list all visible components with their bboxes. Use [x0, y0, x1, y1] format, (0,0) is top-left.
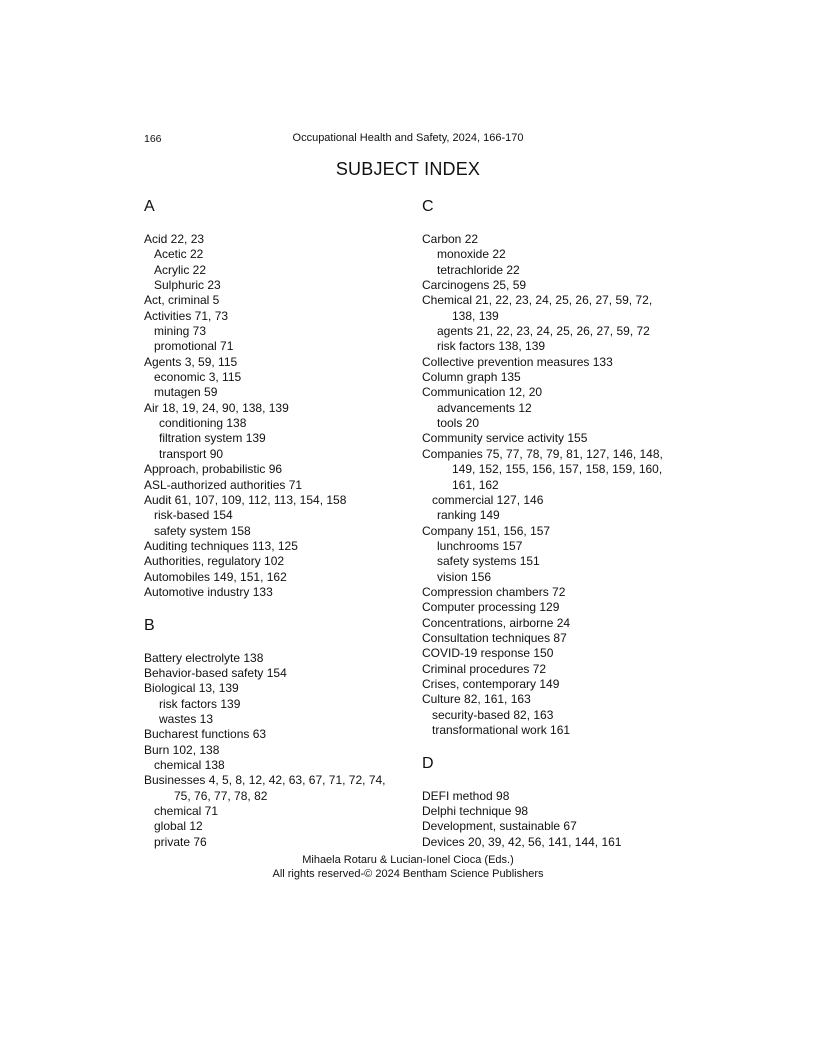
index-subentry: transport 90 [159, 446, 224, 461]
index-entry: Delphi technique 98 [422, 804, 529, 819]
index-entry: Agents 3, 59, 115 [144, 354, 238, 369]
index-subentry: risk factors 138, 139 [437, 339, 546, 354]
index-entry: Biological 13, 139 [144, 681, 239, 696]
index-entry: Collective prevention measures 133 [422, 354, 613, 369]
section-letter-d: D [422, 754, 434, 772]
index-entry: Culture 82, 161, 163 [422, 692, 531, 707]
index-subentry: lunchrooms 157 [437, 538, 523, 553]
index-entry-continuation: 138, 139 [452, 308, 499, 323]
index-entry: Automotive industry 133 [144, 584, 273, 599]
footer-copyright: All rights reserved-© 2024 Bentham Science Publishers [272, 868, 544, 880]
index-column-left [144, 197, 394, 850]
index-subentry: transformational work 161 [432, 723, 571, 737]
index-entry: Criminal procedures 72 [422, 661, 547, 676]
footer-editors: Mihaela Rotaru & Lucian-Ionel Cioca (Eds.) [302, 854, 514, 866]
index-subentry: ranking 149 [437, 508, 500, 523]
index-entry-continuation: 149, 152, 155, 156, 157, 158, 159, 160, [452, 462, 663, 477]
index-entry: Community service activity 155 [422, 431, 588, 446]
index-entry: Consultation techniques 87 [422, 630, 567, 645]
index-subentry: Acrylic 22 [154, 262, 207, 277]
index-subentry: economic 3, 115 [154, 370, 242, 385]
section-letter-a: A [144, 198, 155, 215]
index-subentry: monoxide 22 [437, 247, 506, 262]
index-entry: Act, criminal 5 [144, 293, 220, 308]
index-entry: Air 18, 19, 24, 90, 138, 139 [144, 400, 289, 415]
index-entry-continuation: 75, 76, 77, 78, 82 [174, 788, 268, 803]
index-entry: Activities 71, 73 [144, 308, 229, 323]
index-entry: Audit 61, 107, 109, 112, 113, 154, 158 [144, 492, 347, 507]
index-subentry: vision 156 [437, 569, 492, 584]
index-entry: Company 151, 156, 157 [422, 523, 551, 538]
index-subentry: mining 73 [154, 324, 207, 339]
index-entry: Approach, probabilistic 96 [144, 462, 283, 477]
index-subentry: advancements 12 [437, 400, 532, 415]
index-entry: Behavior-based safety 154 [144, 665, 287, 680]
index-entry: Chemical 21, 22, 23, 24, 25, 26, 27, 59, 72, [422, 293, 653, 308]
index-subentry: filtration system 139 [159, 431, 266, 446]
index-subentry: Acetic 22 [154, 247, 204, 262]
index-entry: Burn 102, 138 [144, 742, 220, 757]
page-number: 166 [144, 133, 162, 145]
index-entry: Communication 12, 20 [422, 385, 543, 400]
index-subentry: risk-based 154 [154, 508, 233, 523]
index-entry: COVID-19 response 150 [422, 646, 554, 661]
index-entry: Concentrations, airborne 24 [422, 615, 571, 630]
section-letter-b: B [144, 616, 155, 634]
index-subentry: tools 20 [437, 416, 480, 431]
index-subentry: chemical 138 [154, 758, 225, 772]
index-subentry: safety system 158 [154, 523, 251, 538]
index-column-right [422, 197, 682, 850]
index-entry: Devices 20, 39, 42, 56, 141, 144, 161 [422, 834, 622, 849]
index-entry-continuation: 161, 162 [452, 477, 499, 492]
index-entry: Compression chambers 72 [422, 584, 566, 599]
index-entry: Acid 22, 23 [144, 232, 205, 246]
index-entry: Carbon 22 [422, 232, 479, 246]
index-subentry: commercial 127, 146 [432, 492, 544, 507]
index-entry: Companies 75, 77, 78, 79, 81, 127, 146, 148, [422, 446, 663, 461]
index-subentry: promotional 71 [154, 339, 234, 354]
index-subentry: wastes 13 [159, 711, 214, 726]
index-entry: ASL-authorized authorities 71 [144, 477, 303, 492]
index-subentry: mutagen 59 [154, 385, 218, 400]
index-subentry: tetrachloride 22 [437, 262, 520, 277]
index-entry: Development, sustainable 67 [422, 819, 577, 834]
index-entry: Automobiles 149, 151, 162 [144, 569, 287, 584]
index-entry: Authorities, regulatory 102 [144, 554, 285, 569]
index-subentry: agents 21, 22, 23, 24, 25, 26, 27, 59, 72 [437, 324, 650, 339]
running-header: Occupational Health and Safety, 2024, 166-170 [292, 132, 524, 144]
index-subentry: Sulphuric 23 [154, 278, 221, 293]
index-entry: DEFI method 98 [422, 788, 510, 803]
index-entry: Battery electrolyte 138 [144, 650, 264, 665]
index-entry: Businesses 4, 5, 8, 12, 42, 63, 67, 71, 72, 74, [144, 773, 386, 788]
index-subentry: private 76 [154, 834, 207, 849]
index-entry: Auditing techniques 113, 125 [144, 538, 298, 553]
index-subentry: conditioning 138 [159, 416, 247, 431]
index-subentry: global 12 [154, 819, 203, 834]
index-subentry: chemical 71 [154, 804, 219, 819]
index-entry: Crises, contemporary 149 [422, 676, 560, 691]
index-subentry: security-based 82, 163 [432, 707, 554, 722]
index-entry: Carcinogens 25, 59 [422, 278, 527, 293]
index-entry: Column graph 135 [422, 370, 521, 385]
section-letter-c: C [422, 198, 434, 215]
index-subentry: safety systems 151 [437, 554, 540, 569]
page-title: SUBJECT INDEX [335, 159, 481, 179]
index-entry: Bucharest functions 63 [144, 727, 267, 742]
index-subentry: risk factors 139 [159, 696, 241, 711]
index-entry: Computer processing 129 [422, 600, 560, 615]
